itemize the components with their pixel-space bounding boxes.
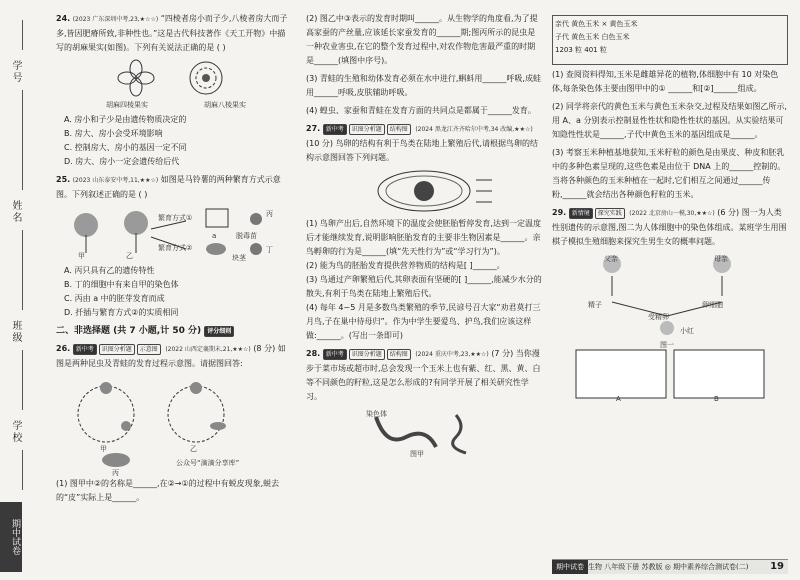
question-number: 25. <box>56 175 71 184</box>
option-b: B. 房大、房小会受环境影响 <box>64 129 163 138</box>
question-24 <box>56 12 292 169</box>
section-note: (共 7 小题,计 50 分) <box>113 326 202 336</box>
sex-inheritance-figure <box>552 252 788 402</box>
question-source: (2024 黑龙江齐齐哈尔中考,34 改编,★★☆) <box>415 126 533 133</box>
column-3 <box>552 12 788 406</box>
chromosome-diagram <box>306 407 542 457</box>
question-score: (8 分) <box>253 344 276 353</box>
moth-icon <box>190 382 202 394</box>
question-26 <box>56 342 292 505</box>
question-text: 如图是两种昆虫及青蛙的发育过程示意图。请据图回答: <box>56 344 286 368</box>
label-yi: 乙 <box>126 252 133 260</box>
question-27 <box>306 122 542 343</box>
subquestion-1: (1) 鸟卵产出后,自然环境下的温度会使胚胎暂停发育,达到一定温度后才能继续发育,说明影响胚胎发育的主要非生物因素是______。亲鸟孵卵的行为是______(填“先天性行为”或“学习行为”)。 <box>306 219 541 256</box>
chromosome-icon <box>376 417 436 447</box>
label-method-1: 繁育方式① <box>158 214 193 222</box>
question-source: (2023 广东深圳中考,23,★☆☆) <box>72 16 159 23</box>
subquestion-3: (3) 鸟通过产卵繁殖后代,其卵表面有坚硬的[ ]______,能减少水分的散失,有利于鸟类在陆地上繁殖后代。 <box>306 275 542 298</box>
option-c: C. 丙由 a 中的胚芽发育而成 <box>64 294 165 303</box>
plant-d-icon <box>250 243 262 255</box>
label-tuber: 块茎 <box>232 254 246 262</box>
question-number: 24. <box>56 14 71 23</box>
karyotype-a-icon <box>576 350 666 398</box>
gutter-label-name: 姓名 <box>10 200 21 224</box>
option-b: B. 丁的细胞中有来自甲的染色体 <box>64 280 179 289</box>
label-seedling: 脱毒苗 <box>236 232 257 240</box>
answer-paren: ( ) <box>216 43 226 52</box>
insect-frog-figure <box>56 374 292 477</box>
scoring-badge: 评分细则 <box>204 326 234 337</box>
cross-table <box>552 15 788 65</box>
question-number: 28. <box>306 349 321 358</box>
question-29 <box>552 206 788 402</box>
tuber-icon <box>206 243 226 255</box>
question-score: (7 分) <box>491 349 514 358</box>
question-number: 26. <box>56 344 71 353</box>
question-text: 如图是马铃薯的两种繁育方式示意图。下列叙述正确的是 <box>56 175 281 199</box>
subquestion-1: (1) 图甲中②的名称是______,在②→①的过程中有蜕皮现象,蜕去的“皮”实际上是______。 <box>56 479 280 502</box>
gutter-label-id: 学号 <box>10 60 21 84</box>
table-row: 亲代 黄色玉米 × 黄色玉米 <box>555 20 638 28</box>
subquestion-2: (2) 同学将亲代的黄色玉米与黄色玉米杂交,过程及结果如图乙所示,用 A、a 分别表示控制显性性状和隐性性状的基因。从实验结果可知隐性性状是______,子代中黄色玉米的基因组成是______。 <box>552 102 787 139</box>
label-ding: 丁 <box>266 246 273 254</box>
question-number: 29. <box>552 208 567 217</box>
label-yi: 乙 <box>190 445 197 453</box>
label-bing: 丙 <box>266 210 273 218</box>
eight-ridge-fruit-icon <box>190 62 222 94</box>
potato-figure <box>56 205 292 261</box>
question-28 <box>306 347 542 457</box>
option-d: D. 扦插与繁育方式②的实质相同 <box>64 308 179 317</box>
label-method-2: 繁育方式② <box>158 244 193 252</box>
label-sperm: 精子 <box>588 301 602 309</box>
subquestion-4: (4) 每年 4~5 月是多数鸟类繁殖的季节,民谚号召大家“劝君莫打三月鸟,子在巢中待母归”。作为中学生要爱鸟、护鸟,我们应该这样做:______。(写出一条即可) <box>306 303 541 340</box>
gutter-line <box>22 90 23 190</box>
section-header <box>56 324 292 338</box>
inheritance-diagram <box>552 252 788 402</box>
label-mother: 母亲 <box>714 255 728 263</box>
caption-eight-ridge: 胡麻八棱果实 <box>204 101 246 109</box>
karyotype-b-icon <box>674 350 764 398</box>
option-a: A. 房小和子少是由遗传物质决定的 <box>64 115 187 124</box>
label-a: a <box>212 232 217 240</box>
gutter-line <box>22 230 23 310</box>
seedling-icon <box>250 213 262 225</box>
gutter-label-school: 学校 <box>10 420 21 444</box>
yolk-icon <box>414 181 434 201</box>
badge: 识图分析题 <box>349 349 385 360</box>
gutter-label-class: 班级 <box>10 320 21 344</box>
question-text: 当你漫步于菜市场或超市时,总会发现一个玉米上也有紫、红、黑、黄、白等不同颜色的籽粒,这是怎么形成的?有同学开展了相关研究性学习。 <box>306 349 541 401</box>
gutter-line <box>22 450 23 490</box>
cycle-ring <box>78 386 134 442</box>
dna-helix-icon <box>453 415 466 453</box>
badge: 结构图 <box>387 349 411 360</box>
column-2 <box>306 12 542 461</box>
label-egg: 卵细胞 <box>702 301 723 309</box>
question-text: “四棱者房小而子少,八棱者房大而子多,皆因肥瘠所致,非种性也。”这是古代科技著作《天工开物》中描写的胡麻果实(如图)。下列有关说法正确的是 <box>56 14 288 52</box>
table-row: 1203 粒 401 粒 <box>555 46 607 54</box>
question-text: 鸟卵的结构有利于鸟类在陆地上繁殖后代,请根据鸟卵的结构示意图回答下列问题。 <box>306 139 539 162</box>
question-score: (6 分) <box>717 208 740 217</box>
section-title: 二、非选择题 <box>56 326 111 336</box>
answer-paren: ( ) <box>138 190 148 199</box>
footer-brand: 期中试卷 <box>552 560 588 574</box>
badge: 结构图 <box>387 124 411 135</box>
four-ridge-fruit-icon <box>118 60 154 96</box>
question-source: (2023 山东泰安中考,11,★★☆) <box>72 177 159 184</box>
watermark: 公众号“滴滴分享库” <box>176 459 240 467</box>
subquestion-4: (4) 蝗虫、家蚕和青蛙在发育方面的共同点是都属于______发育。 <box>306 106 536 115</box>
badge: 新中考 <box>73 344 97 355</box>
subquestion-3: (3) 考察玉米种植基地获知,玉米籽粒的颜色是由果皮、种皮和胚乳中的多种色素呈现的,这些色素是由位于 DNA 上的______控制的。当将各种颜色的玉米种植在一起时,它们相互之间通过______传粉,______就会结出各种颜色籽粒的玉米。 <box>552 148 786 199</box>
label-zygote: 受精卵 <box>648 313 669 321</box>
table-row: 子代 黄色玉米 白色玉米 <box>555 33 630 41</box>
seed-box-icon <box>206 209 228 227</box>
development-cycle-illustration <box>56 374 292 474</box>
binding-gutter <box>0 0 46 580</box>
sesame-figure <box>56 58 292 110</box>
footer-bar <box>552 559 788 574</box>
potato-plant-a-icon <box>74 213 98 253</box>
badge: 新中考 <box>323 349 347 360</box>
page-number: 19 <box>770 561 784 572</box>
option-a: A. 丙只具有乙的遗传特性 <box>64 266 155 275</box>
gutter-line <box>22 350 23 410</box>
label-a: A <box>616 395 621 403</box>
badge: 新情境 <box>569 208 593 219</box>
badge: 识图分析题 <box>349 124 385 135</box>
footer-subject: 生物 八年级下册 苏教版 ◎ 期中素养综合测试卷(二) <box>588 563 749 571</box>
caption-four-ridge: 胡麻四棱果实 <box>106 101 148 109</box>
question-source: (2024 重庆中考,23,★★☆) <box>415 351 489 358</box>
bird-egg-diagram <box>306 168 542 214</box>
subquestion-2: (2) 图乙中③表示的发育时期叫______。从生物学的角度看,为了提高家蚕的产丝量,应该延长家蚕发育的______期;图丙所示的昆虫是一种农业害虫,在它的整个发育过程中,对农作物危害最严重的时期是______(填图中序号)。 <box>306 14 538 65</box>
larva-icon <box>210 422 226 430</box>
question-text: 图一为人类性别遗传的示意图,图二为人体细胞中的染色体组成。某班学生用围棋子模拟生殖细胞来探究生男生女的概率问题。 <box>552 208 787 246</box>
subquestion-1: (1) 查阅资料得知,玉米是雌雄异花的植物,体细胞中有 10 对染色体,每条染色体主要由图甲中的① ______和[②]______组成。 <box>552 70 779 93</box>
label-jia: 甲 <box>78 252 85 260</box>
option-c: C. 控制房大、房小的基因一定不同 <box>64 143 187 152</box>
label-chromosome: 染色体 <box>366 410 387 418</box>
badge: 新中考 <box>323 124 347 135</box>
question-score: (10 分) <box>306 139 333 148</box>
exam-tag: 期中试卷 <box>0 502 22 572</box>
option-d: D. 房大、房小一定会遗传给后代 <box>64 157 180 166</box>
label-fig-jia: 图甲 <box>410 450 424 458</box>
subquestion-2: (2) 能为鸟的胚胎发育提供营养物质的结构是[ ]______。 <box>306 261 505 270</box>
label-b: B <box>714 395 719 403</box>
question-source: (2022 山西定襄期末,21,★★☆) <box>165 346 251 353</box>
question-source: (2022 北京房山一模,30,★★☆) <box>629 210 715 217</box>
potato-plant-b-icon <box>124 211 148 253</box>
nymph-icon <box>121 421 131 431</box>
badge: 探究实践 <box>595 208 625 219</box>
figure-captions <box>106 98 246 112</box>
label-father: 父亲 <box>604 255 618 263</box>
badge: 示意图 <box>137 344 161 355</box>
caption-fig1: 图一 <box>660 341 674 349</box>
column-1 <box>56 12 292 509</box>
label-bing: 丙 <box>112 469 119 477</box>
subquestion-3: (3) 青蛙的生殖和幼体发育必须在水中进行,蝌蚪用______呼吸,成蛙用______呼吸,皮肤辅助呼吸。 <box>306 74 541 97</box>
label-child: 小红 <box>680 327 694 335</box>
question-25 <box>56 173 292 320</box>
badge: 识图分析题 <box>99 344 135 355</box>
gutter-line <box>22 20 23 50</box>
label-jia: 甲 <box>100 445 107 453</box>
grasshopper-icon <box>100 382 112 394</box>
egg-figure <box>306 168 542 214</box>
question-number: 27. <box>306 124 321 133</box>
chromosome-figure <box>306 407 542 457</box>
cycle-ring <box>168 386 224 442</box>
